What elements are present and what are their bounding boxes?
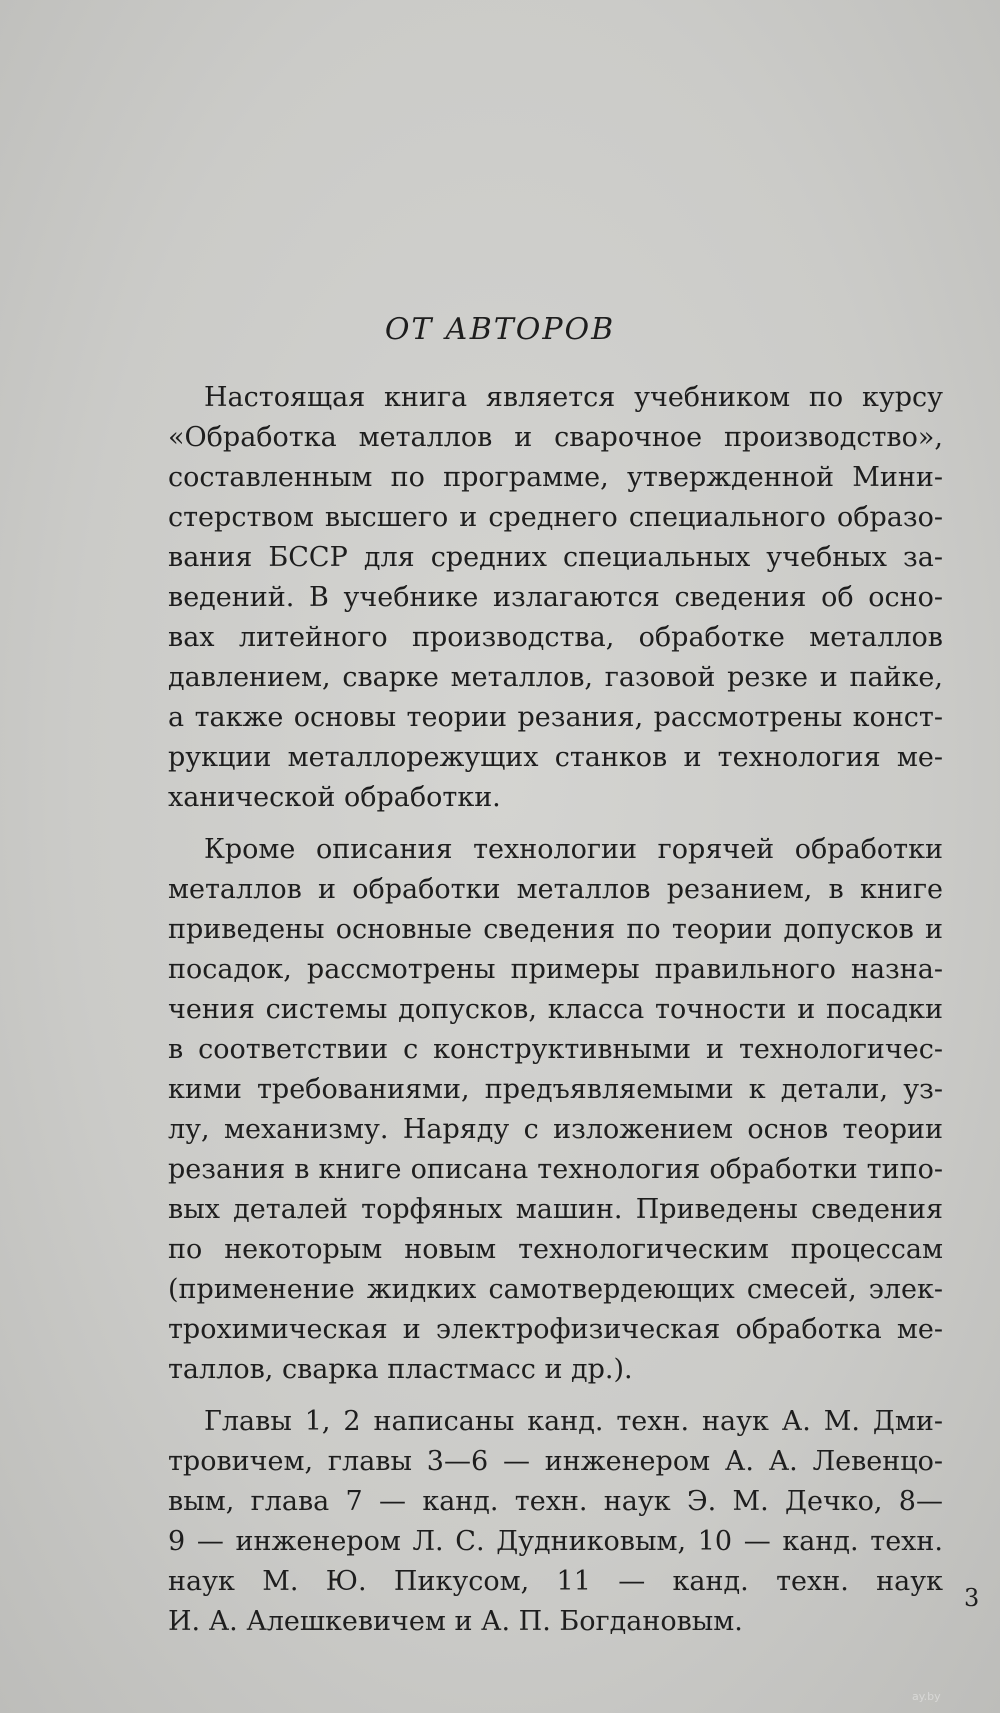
text-line: 9 — инженером Л. С. Дудниковым, 10 — канд. техн. — [168, 1526, 943, 1557]
text-line: резания в книге описана технология обработки типо- — [168, 1154, 943, 1185]
text-line: приведены основные сведения по теории допусков и — [168, 914, 943, 945]
text-line: (применение жидких самотвердеющих смесей, элек- — [168, 1274, 943, 1305]
text-line: Кроме описания технологии горячей обработки — [204, 834, 943, 865]
text-line: вым, глава 7 — канд. техн. наук Э. М. Дечко, 8— — [168, 1486, 943, 1517]
text-line: в соответствии с конструктивными и технологичес- — [168, 1034, 943, 1065]
text-line: лу, механизму. Наряду с изложением основ теории — [168, 1114, 943, 1145]
text-line: посадок, рассмотрены примеры правильного назна- — [168, 954, 943, 985]
text-line: рукции металлорежущих станков и технология ме- — [168, 742, 943, 773]
text-line: «Обработка металлов и сварочное производство», — [168, 422, 943, 453]
text-line: кими требованиями, предъявляемыми к детали, уз- — [168, 1074, 943, 1105]
text-line: составленным по программе, утвержденной Мини- — [168, 462, 943, 493]
text-line: Главы 1, 2 написаны канд. техн. наук А. М. Дми- — [204, 1406, 943, 1437]
text-line: наук М. Ю. Пикусом, 11 — канд. техн. наук — [168, 1566, 943, 1597]
text-line: трохимическая и электрофизическая обработка ме- — [168, 1314, 943, 1345]
text-line: вах литейного производства, обработке металлов — [168, 622, 943, 653]
text-line: вых деталей торфяных машин. Приведены сведения — [168, 1194, 943, 1225]
text-line: тровичем, главы 3—6 — инженером А. А. Левенцо- — [168, 1446, 943, 1477]
text-line: ведений. В учебнике излагаются сведения об осно- — [168, 582, 943, 613]
paragraph-2 — [168, 830, 943, 1390]
paragraph-1 — [168, 378, 943, 818]
text-line: И. А. Алешкевичем и А. П. Богдановым. — [168, 1606, 743, 1637]
paragraph-3 — [168, 1402, 943, 1642]
text-line: ханической обработки. — [168, 782, 501, 813]
text-line: а также основы теории резания, рассмотрены конст- — [168, 702, 943, 733]
page-heading: ОТ АВТОРОВ — [384, 312, 616, 347]
text-line: таллов, сварка пластмасс и др.). — [168, 1354, 633, 1385]
page-number: 3 — [964, 1584, 980, 1612]
text-line: давлением, сварке металлов, газовой резке и пайке, — [168, 662, 943, 693]
text-line: металлов и обработки металлов резанием, в книге — [168, 874, 943, 905]
text-line: стерством высшего и среднего специального образо- — [168, 502, 943, 533]
text-line: Настоящая книга является учебником по курсу — [204, 382, 943, 413]
text-line: по некоторым новым технологическим процессам — [168, 1234, 943, 1265]
text-line: чения системы допусков, класса точности и посадки — [168, 994, 943, 1025]
text-line: вания БССР для средних специальных учебных за- — [168, 542, 943, 573]
watermark: ay.by — [912, 1690, 941, 1703]
body-text — [168, 378, 943, 1654]
